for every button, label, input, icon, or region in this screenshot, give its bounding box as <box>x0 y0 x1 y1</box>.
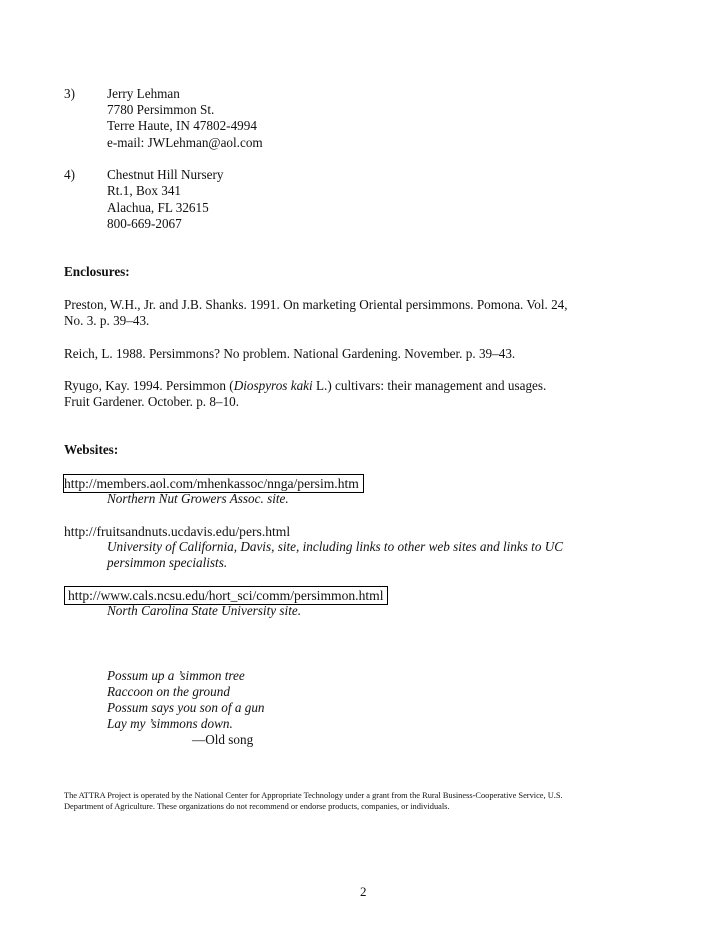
website-description: North Carolina State University site. <box>107 603 302 618</box>
footer-line: The ATTRA Project is operated by the National Center for Appropriate Technology under a grant from the Rural Business-Cooperative Service, U.S. <box>64 791 563 800</box>
website-description: persimmon specialists. <box>107 555 228 570</box>
contact-phone: 800-669-2067 <box>107 216 182 231</box>
reference-line: Preston, W.H., Jr. and J.B. Shanks. 1991. On marketing Oriental persimmons. Pomona. Vol. 24, <box>64 297 568 312</box>
page-number: 2 <box>360 884 367 899</box>
reference-line: Fruit Gardener. October. p. 8–10. <box>64 394 240 409</box>
reference-line <box>64 378 546 395</box>
website-link[interactable]: http://fruitsandnuts.ucdavis.edu/pers.html <box>64 524 291 539</box>
contact-city: Alachua, FL 32615 <box>107 200 209 215</box>
reference-text: L.) cultivars: their management and usages. <box>312 378 547 393</box>
websites-heading: Websites: <box>64 442 119 457</box>
footer-line: Department of Agriculture. These organizations do not recommend or endorse products, companies, or individuals. <box>64 802 450 811</box>
poem-attribution: —Old song <box>192 732 254 747</box>
contact-email: e-mail: JWLehman@aol.com <box>107 135 263 150</box>
poem-line: Lay my ’simmons down. <box>107 716 233 731</box>
contact-city: Terre Haute, IN 47802-4994 <box>107 118 257 133</box>
website-link[interactable]: http://members.aol.com/mhenkassoc/nnga/persim.htm <box>63 474 364 493</box>
reference-reich: Reich, L. 1988. Persimmons? No problem. National Gardening. November. p. 39–43. <box>64 346 516 361</box>
contact-number: 3) <box>64 86 75 101</box>
website-description: University of California, Davis, site, including links to other web sites and links to UC <box>107 539 564 554</box>
contact-name: Chestnut Hill Nursery <box>107 167 224 182</box>
species-name: Diospyros kaki <box>233 378 313 393</box>
poem-line: Raccoon on the ground <box>107 684 230 699</box>
website-description: Northern Nut Growers Assoc. site. <box>107 491 289 506</box>
reference-text: Ryugo, Kay. 1994. Persimmon ( <box>64 378 234 393</box>
contact-address: Rt.1, Box 341 <box>107 183 182 198</box>
contact-address: 7780 Persimmon St. <box>107 102 215 117</box>
reference-line: No. 3. p. 39–43. <box>64 313 150 328</box>
contact-number: 4) <box>64 167 75 182</box>
contact-name: Jerry Lehman <box>107 86 180 101</box>
poem-line: Possum says you son of a gun <box>107 700 265 715</box>
poem-line: Possum up a ’simmon tree <box>107 668 245 683</box>
website-link[interactable]: http://www.cals.ncsu.edu/hort_sci/comm/persimmon.html <box>64 586 388 605</box>
enclosures-heading: Enclosures: <box>64 264 130 279</box>
